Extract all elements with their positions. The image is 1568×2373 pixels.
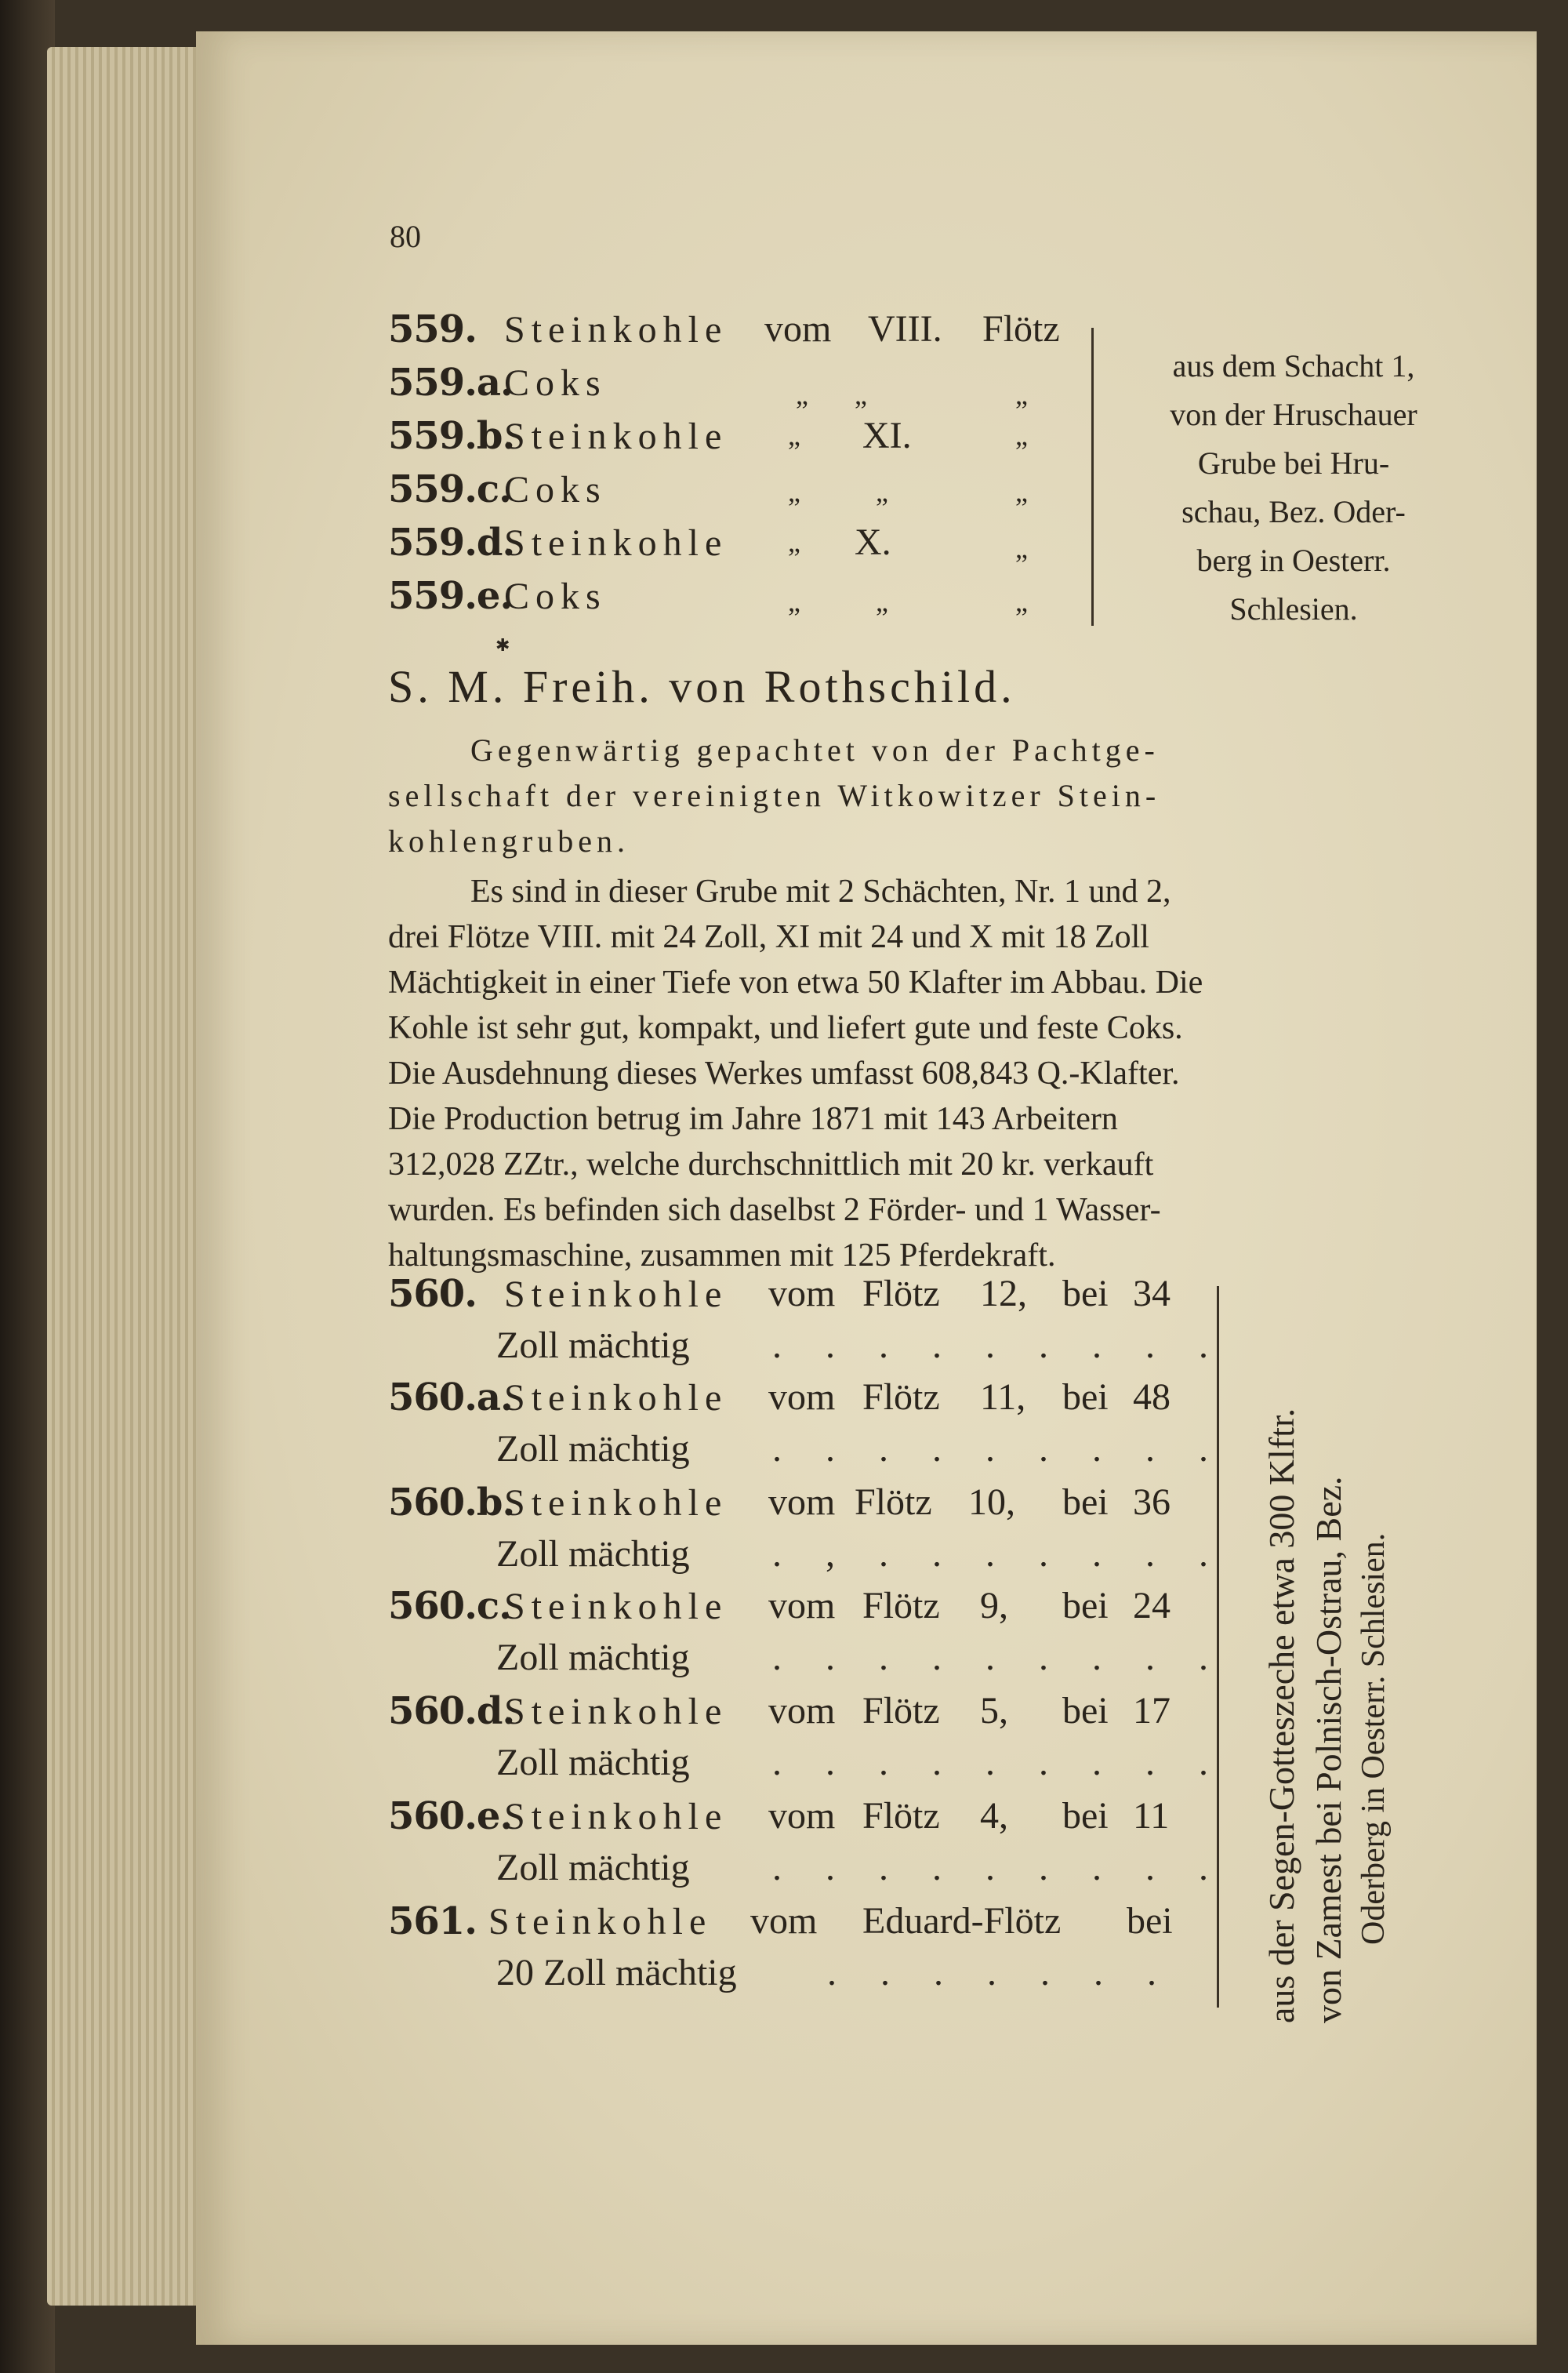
entry-560: 560. Steinkohle vom Flötz 12, bei 34: [388, 1272, 1171, 1316]
entry-560e-cont: Zoll mächtig . . . . . . . . .: [496, 1847, 1225, 1888]
entry-560-cont: Zoll mächtig . . . . . . . . .: [496, 1325, 1225, 1366]
entry-561-cont: 20 Zoll mächtig . . . . . . .: [496, 1952, 1174, 1993]
entry-560b-cont: Zoll mächtig . , . . . . . . .: [496, 1533, 1225, 1575]
entry-560c-cont: Zoll mächtig . . . . . . . . .: [496, 1637, 1225, 1678]
source-note-559: aus dem Schacht 1, von der Hruschauer Grube bei Hru- schau, Bez. Oder- berg in Oesterr. Schlesien.: [1170, 348, 1417, 627]
source-note-line-2: von Zamest bei Polnisch-Ostrau, Bez.: [1308, 1476, 1348, 2023]
bracket: [1091, 328, 1094, 626]
entry-559c: 559.c.Coks „ „ „: [388, 467, 1031, 511]
lease-paragraph: Gegenwärtig gepachtet von der Pachtge- sellschaft der vereinigten Witkowitzer Stein- kohlengruben.: [388, 732, 1161, 859]
bracket: [1217, 1286, 1219, 2008]
entry-559e: 559.e.Coks „ „ „: [388, 574, 1031, 618]
entry-561: 561. Steinkohle vom Eduard-Flötz bei: [388, 1899, 1173, 1943]
source-note-line-3: Oderberg in Oesterr. Schlesien.: [1356, 1532, 1392, 1945]
entry-560b: 560.b.Steinkohle vom Flötz 10, bei 36: [388, 1481, 1171, 1524]
asterisk-mark: ✱: [495, 635, 510, 655]
entry-560e: 560.e.Steinkohle vom Flötz 4, bei 11: [388, 1794, 1170, 1838]
entry-559: 559. Steinkohle vom VIII. Flötz: [388, 307, 1060, 351]
entry-559b: 559.b.Steinkohle „ XI. „: [388, 414, 1031, 458]
section-heading: S. M. Freih. von Rothschild.: [388, 661, 1016, 712]
entry-559a: 559.a.Coks „ „ „: [388, 361, 1031, 410]
entry-560a: 560.a.Steinkohle vom Flötz 11, bei 48: [388, 1375, 1171, 1419]
description-paragraph: Es sind in dieser Grube mit 2 Schächten, Nr. 1 und 2, drei Flötze VIII. mit 24 Zoll, XI mit 24 und X mit 18 Zoll Mächtigkeit in einer Tiefe von etwa 50 Klafter im Abbau. Die Kohle ist sehr gut, kompakt, und liefert gute und feste Coks. Die Ausdehnung dieses Werkes umfasst 608,843 Q.-Klafter. Die Production betrug im Jahre 1871 mit 143 Arbeitern 312,028 ZZtr., welche durchschnittlich mit 20 kr. verkauft wurden. Es befinden sich daselbst 2 Förder- und 1 Wasser- haltungsmaschine, zusammen mit 125 Pferdekraft.: [388, 874, 1203, 1274]
source-note-line-1: aus der Segen-Gotteszeche etwa 300 Klftr.: [1261, 1408, 1301, 2023]
entry-559d: 559.d.Steinkohle „ X. „: [388, 521, 1031, 565]
entry-560d-cont: Zoll mächtig . . . . . . . . .: [496, 1742, 1225, 1783]
entry-560a-cont: Zoll mächtig . . . . . . . . .: [496, 1428, 1225, 1470]
entry-560d: 560.d.Steinkohle vom Flötz 5, bei 17: [388, 1689, 1171, 1733]
page-number: 80: [390, 219, 421, 254]
entry-560c: 560.c.Steinkohle vom Flötz 9, bei 24: [388, 1584, 1171, 1628]
